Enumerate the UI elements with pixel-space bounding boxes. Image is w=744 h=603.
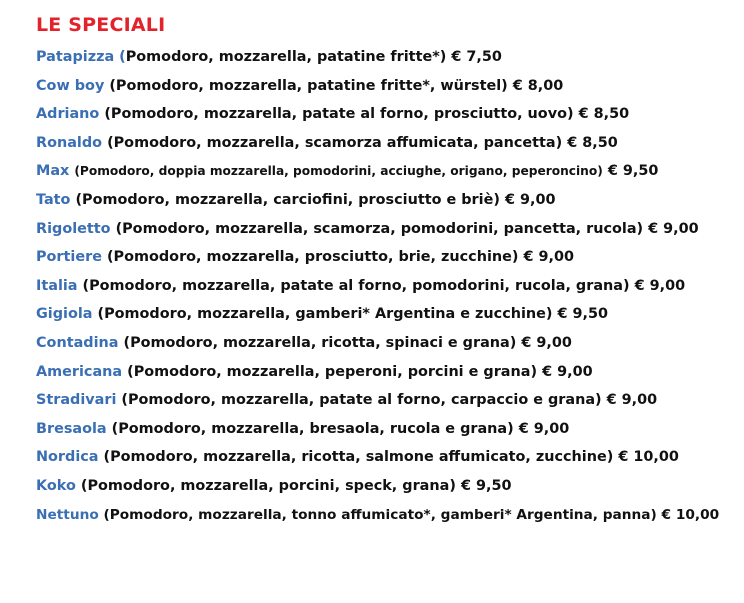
menu-item (36, 186, 740, 215)
item-description: (Pomodoro, mozzarella, tonno affumicato*, gamberi* Argentina, panna) (103, 506, 657, 523)
item-price: € 8,50 (567, 134, 618, 151)
item-price: € 10,00 (618, 449, 679, 466)
item-name: Ronaldo (36, 134, 103, 151)
item-price: € 9,50 (607, 163, 659, 180)
item-price: € 9,00 (518, 420, 570, 437)
item-name: Gigiola (36, 306, 93, 323)
item-name: Portiere (36, 249, 102, 266)
menu-item (36, 472, 740, 501)
item-price: € 9,00 (606, 392, 658, 409)
item-price: € 9,00 (504, 191, 556, 208)
item-name: Contadina (36, 334, 119, 351)
item-description: (Pomodoro, mozzarella, gamberi* Argentina e zucchine) (97, 306, 553, 323)
item-price: € 9,00 (521, 334, 572, 351)
menu-item (36, 243, 740, 272)
item-name: Tato (36, 191, 71, 208)
item-description: (Pomodoro, mozzarella, patate al forno, pomodorini, rucola, grana) (82, 277, 630, 294)
item-description: (Pomodoro, mozzarella, peperoni, porcini e grana) (127, 363, 538, 380)
menu-item (36, 386, 740, 415)
item-description: (Pomodoro, mozzarella, ricotta, salmone affumicato, zucchine) (103, 449, 614, 466)
item-name: Bresaola (36, 420, 107, 437)
item-name: Stradivari (36, 392, 117, 409)
menu-section (36, 10, 740, 529)
item-name: Americana (36, 363, 123, 380)
item-name: Max (36, 163, 70, 180)
item-name: Patapizza ( (36, 49, 126, 65)
item-name: Koko (36, 477, 76, 494)
menu-item (36, 129, 740, 158)
item-description: (Pomodoro, mozzarella, scamorza affumicata, pancetta) (107, 134, 563, 151)
item-name: Rigoletto (36, 220, 111, 237)
menu-item (36, 215, 740, 244)
item-description: Pomodoro, mozzarella, patatine fritte*) (125, 49, 447, 65)
menu-item (36, 443, 740, 472)
menu-item (36, 157, 740, 186)
item-description: (Pomodoro, mozzarella, carciofini, prosciutto e briè) (75, 191, 500, 208)
item-description: (Pomodoro, mozzarella, patate al forno, prosciutto, uovo) (104, 106, 574, 123)
item-price: € 9,50 (460, 477, 512, 494)
item-description: (Pomodoro, mozzarella, patatine fritte*, würstel) (109, 77, 508, 94)
item-description: (Pomodoro, mozzarella, patate al forno, carpaccio e grana) (121, 392, 602, 409)
item-name: Nordica (36, 449, 99, 466)
menu-item (36, 358, 740, 387)
item-name: Nettuno (36, 506, 99, 523)
section-title: LE SPECIALI (36, 14, 166, 36)
item-name: Adriano (36, 106, 100, 123)
item-price: € 9,00 (634, 277, 686, 294)
menu-item (36, 415, 740, 444)
item-price: € 10,00 (661, 506, 720, 523)
menu-item (36, 72, 740, 101)
menu-item-list (36, 43, 740, 529)
item-price: € 9,50 (557, 306, 609, 323)
item-name: Italia (36, 277, 78, 294)
item-price: € 9,00 (542, 363, 593, 380)
item-description: (Pomodoro, mozzarella, porcini, speck, grana) (80, 477, 456, 494)
item-price: € 8,50 (578, 106, 630, 123)
item-description: (Pomodoro, mozzarella, ricotta, spinaci e grana) (123, 334, 517, 351)
item-description: (Pomodoro, doppia mozzarella, pomodorini, acciughe, origano, peperoncino) (74, 164, 603, 179)
item-price: € 9,00 (523, 249, 575, 266)
item-price: € 8,00 (512, 77, 564, 94)
item-description: (Pomodoro, mozzarella, scamorza, pomodorini, pancetta, rucola) (115, 220, 644, 237)
item-description: (Pomodoro, mozzarella, bresaola, rucola e grana) (111, 420, 514, 437)
item-description: (Pomodoro, mozzarella, prosciutto, brie, zucchine) (106, 249, 519, 266)
item-price: € 9,00 (648, 220, 699, 237)
menu-item (36, 501, 740, 530)
menu-item (36, 43, 740, 72)
menu-item (36, 329, 740, 358)
menu-item (36, 100, 740, 129)
item-name: Cow boy (36, 77, 105, 94)
menu-item (36, 272, 740, 301)
item-price: € 7,50 (451, 49, 502, 65)
menu-item (36, 300, 740, 329)
